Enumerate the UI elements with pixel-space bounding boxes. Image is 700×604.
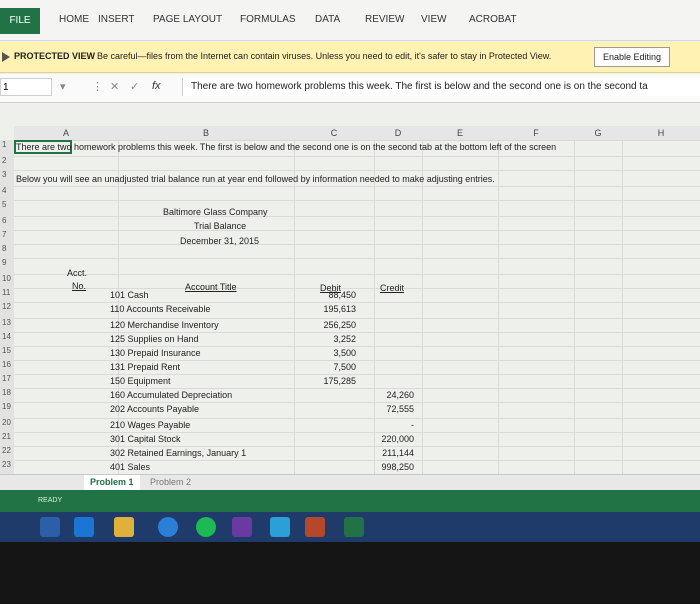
gridline — [622, 140, 623, 480]
gridline — [14, 402, 700, 403]
protected-view-message: Be careful—files from the Internet can contain viruses. Unless you need to edit, it's safer to stay in Protected View. — [97, 51, 552, 61]
gridline — [14, 332, 700, 333]
row-header[interactable]: 6 — [0, 216, 14, 230]
row-header[interactable]: 22 — [0, 446, 14, 460]
gridline — [14, 418, 700, 419]
tab-acrobat[interactable]: ACROBAT — [469, 14, 517, 25]
sheet-tab-problem-2[interactable]: Problem 2 — [150, 477, 192, 487]
status-text: READY — [38, 497, 63, 504]
gridline — [14, 200, 700, 201]
account-name[interactable]: 101 Cash — [110, 290, 149, 300]
gridline — [14, 186, 700, 187]
tab-page-layout[interactable]: PAGE LAYOUT — [153, 14, 223, 25]
row-header[interactable]: 19 — [0, 402, 14, 418]
gridline — [422, 140, 423, 480]
excel-icon[interactable] — [344, 517, 364, 537]
laptop-bezel — [0, 542, 700, 604]
row-header[interactable]: 11 — [0, 288, 14, 302]
account-name[interactable]: 160 Accumulated Depreciation — [110, 390, 233, 400]
row-header[interactable]: 13 — [0, 318, 14, 332]
gridline — [14, 170, 700, 171]
credit-label[interactable]: Credit — [380, 283, 405, 293]
file-tab[interactable]: FILE — [0, 8, 40, 34]
debit-amount[interactable]: 7,500 — [333, 362, 356, 372]
gridline — [14, 274, 700, 275]
no-label[interactable]: No. — [72, 281, 87, 291]
shield-icon — [2, 52, 10, 62]
office-icon[interactable] — [305, 517, 325, 537]
file-explorer-icon[interactable] — [114, 517, 134, 537]
report-date[interactable]: December 31, 2015 — [180, 236, 260, 246]
row-header[interactable]: 2 — [0, 156, 14, 170]
credit-amount[interactable]: 24,260 — [386, 390, 414, 400]
row-header[interactable]: 17 — [0, 374, 14, 388]
sheet-tab-problem-1[interactable]: Problem 1 — [84, 475, 140, 490]
chrome-icon[interactable] — [158, 517, 178, 537]
check-icon[interactable]: ✓ — [130, 81, 140, 93]
debit-label[interactable]: Debit — [320, 283, 342, 293]
skype-icon[interactable] — [270, 517, 290, 537]
row-header[interactable]: 18 — [0, 388, 14, 402]
formula-bar — [0, 74, 700, 103]
debit-amount[interactable]: 88,450 — [328, 290, 356, 300]
edge-browser-icon[interactable] — [74, 517, 94, 537]
tab-insert[interactable]: INSERT — [98, 14, 135, 25]
sheet-tab-bar — [0, 474, 700, 491]
account-title-label[interactable]: Account Title — [185, 282, 237, 292]
account-name[interactable]: 131 Prepaid Rent — [110, 362, 181, 372]
protected-view-bar — [0, 42, 700, 73]
debit-amount[interactable]: 3,500 — [333, 348, 356, 358]
windows-start-icon[interactable] — [40, 517, 60, 537]
tab-formulas[interactable]: FORMULAS — [240, 14, 296, 25]
account-name[interactable]: 120 Merchandise Inventory — [110, 320, 219, 330]
gridline — [14, 360, 700, 361]
report-title[interactable]: Trial Balance — [194, 221, 247, 231]
credit-amount[interactable]: 220,000 — [381, 434, 414, 444]
tab-home[interactable]: HOME — [59, 14, 89, 25]
cell-a3[interactable]: Below you will see an unadjusted trial balance run at year end followed by information needed to make adjusting entries. — [16, 174, 495, 184]
gridline — [374, 140, 375, 480]
tab-review[interactable]: REVIEW — [365, 14, 405, 25]
gridline — [14, 432, 700, 433]
column-header-b[interactable]: B — [118, 126, 294, 141]
gridline — [14, 302, 700, 303]
chevron-down-icon[interactable]: ▾ — [60, 81, 66, 93]
column-header-g[interactable]: G — [574, 126, 622, 141]
cell-a1[interactable]: There are two homework problems this week. The first is below and the second one is on the second tab at the bottom left of the screen — [16, 142, 557, 152]
account-name[interactable]: 401 Sales — [110, 462, 151, 472]
column-header-f[interactable]: F — [498, 126, 574, 141]
account-name[interactable]: 202 Accounts Payable — [110, 404, 200, 414]
column-header-e[interactable]: E — [422, 126, 498, 141]
account-name[interactable]: 125 Supplies on Hand — [110, 334, 199, 344]
column-header-c[interactable]: C — [294, 126, 374, 141]
account-name[interactable]: 150 Equipment — [110, 376, 171, 386]
account-name[interactable]: 302 Retained Earnings, January 1 — [110, 448, 247, 458]
account-name[interactable]: 210 Wages Payable — [110, 420, 191, 430]
row-header[interactable]: 5 — [0, 200, 14, 216]
row-header[interactable]: 21 — [0, 432, 14, 446]
row-header[interactable]: 20 — [0, 418, 14, 432]
row-header[interactable]: 23 — [0, 460, 14, 474]
gridline — [14, 318, 700, 319]
gridline — [498, 140, 499, 480]
row-header[interactable]: 10 — [0, 274, 14, 288]
gridline — [14, 460, 700, 461]
gridline — [294, 140, 295, 480]
account-name[interactable]: 301 Capital Stock — [110, 434, 181, 444]
column-header-d[interactable]: D — [374, 126, 422, 141]
tab-data[interactable]: DATA — [315, 14, 341, 25]
insert-function-icon[interactable]: fx — [152, 80, 161, 92]
windows-taskbar — [0, 512, 700, 542]
gridline — [14, 258, 700, 259]
debit-amount[interactable]: 256,250 — [323, 320, 356, 330]
enable-editing-button[interactable]: Enable Editing — [594, 47, 670, 67]
account-name[interactable]: 130 Prepaid Insurance — [110, 348, 201, 358]
row-header[interactable]: 9 — [0, 258, 14, 274]
account-name[interactable]: 110 Accounts Receivable — [110, 304, 211, 314]
row-header[interactable]: 1 — [0, 140, 14, 156]
credit-amount[interactable]: - — [411, 420, 414, 430]
gridline — [14, 140, 700, 141]
gridline — [14, 346, 700, 347]
row-header[interactable]: 14 — [0, 332, 14, 346]
gridline — [14, 244, 700, 245]
gridline — [14, 230, 700, 231]
column-header-a[interactable]: A — [14, 126, 118, 141]
tab-view[interactable]: VIEW — [421, 14, 447, 25]
gridline — [14, 288, 700, 289]
gridline — [14, 156, 700, 157]
row-header[interactable]: 3 — [0, 170, 14, 186]
debit-amount[interactable]: 175,285 — [323, 376, 356, 386]
ribbon — [0, 0, 700, 41]
gridline — [574, 140, 575, 480]
protected-view-title: PROTECTED VIEW — [14, 51, 96, 61]
row-header[interactable]: 7 — [0, 230, 14, 244]
row-header[interactable]: 8 — [0, 244, 14, 258]
formula-input[interactable]: There are two homework problems this week. The first is below and the second one is on the second ta — [182, 78, 700, 96]
credit-amount[interactable]: 211,144 — [382, 448, 414, 458]
gridline — [14, 216, 700, 217]
row-header[interactable]: 4 — [0, 186, 14, 200]
debit-amount[interactable]: 3,252 — [333, 334, 356, 344]
row-header[interactable]: 12 — [0, 302, 14, 318]
spotify-icon[interactable] — [196, 517, 216, 537]
gridline — [14, 388, 700, 389]
credit-amount[interactable]: 998,250 — [381, 462, 414, 472]
acct-label[interactable]: Acct. — [67, 268, 88, 278]
credit-amount[interactable]: 72,555 — [386, 404, 414, 414]
app-icon[interactable] — [232, 517, 252, 537]
cancel-icon[interactable]: ✕ — [110, 81, 120, 93]
gridline — [14, 446, 700, 447]
row-header[interactable]: 16 — [0, 360, 14, 374]
company-name[interactable]: Baltimore Glass Company — [163, 207, 268, 217]
column-header-h[interactable]: H — [622, 126, 700, 141]
more-icon: ⋮ — [92, 81, 103, 93]
status-bar — [0, 490, 700, 512]
debit-amount[interactable]: 195,613 — [323, 304, 356, 314]
row-header[interactable]: 15 — [0, 346, 14, 360]
gridline — [14, 374, 700, 375]
name-box[interactable]: 1 — [0, 78, 52, 96]
